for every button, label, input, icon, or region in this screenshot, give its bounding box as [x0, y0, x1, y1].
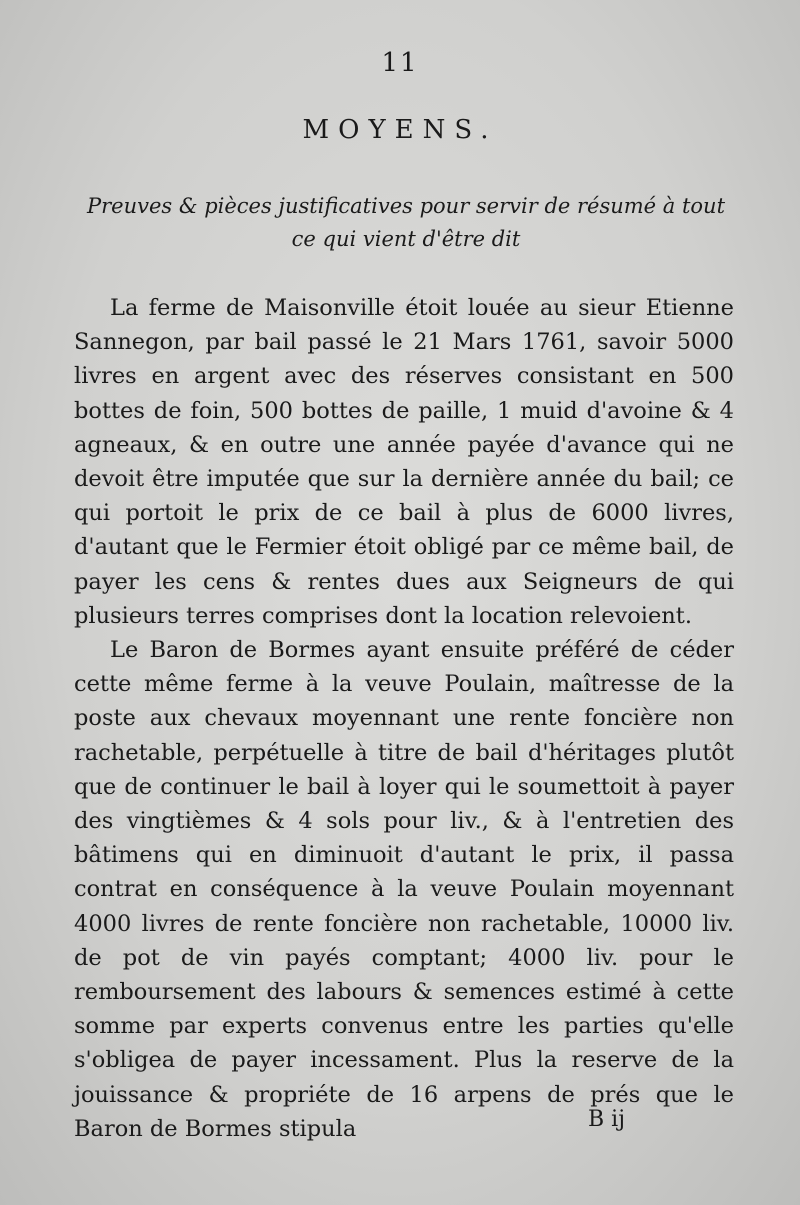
body-text: [74, 291, 734, 1146]
paragraph: La ferme de Maisonville étoit louée au sieur Etienne Sannegon, par bail passé le 21 Mars 1761, savoir 5000 livres en argent avec des réserves consistant en 500 bottes de foin, 500 bottes de paille, 1 muid d'avoine & 4 agneaux, & en outre une année payée d'avance qui ne devoit être imputée que sur la dernière année du bail; ce qui portoit le prix de ce bail à plus de 6000 livres, d'autant que le Fermier étoit obligé par ce même bail, de payer les cens & rentes dues aux Seigneurs de qui plusieurs terres comprises dont la location relevoient.: [74, 295, 734, 629]
paragraph: Le Baron de Bormes ayant ensuite préféré de céder cette même ferme à la veuve Poulain, maîtresse de la poste aux chevaux moyennant une rente foncière non rachetable, perpétuelle à titre de bail d'héritages plutôt que de continuer le bail à loyer qui le soumettoit à payer des vingtièmes & 4 sols pour liv., & à l'entretien des bâtimens qui en diminuoit d'autant le prix, il passa contrat en conséquence à la veuve Poulain moyennant 4000 livres de rente foncière non rachetable, 10000 liv. de pot de vin payés comptant; 4000 liv. pour le remboursement des labours & semences estimé à cette somme par experts convenus entre les parties qu'elle s'obligea de payer incessament. Plus la reserve de la jouissance & propriéte de 16 arpens de prés que le Baron de Bormes stipula: [74, 637, 734, 1142]
section-heading: MOYENS.: [302, 115, 498, 145]
section-subtitle: [78, 190, 734, 256]
subtitle-line: Preuves & pièces justificatives pour servir de résumé à tout: [86, 194, 726, 218]
subtitle-line: ce qui vient d'être dit: [291, 227, 521, 251]
page-number: 11: [381, 48, 419, 78]
show-through-texture: [60, 80, 760, 114]
signature-mark: B ij: [588, 1107, 626, 1132]
